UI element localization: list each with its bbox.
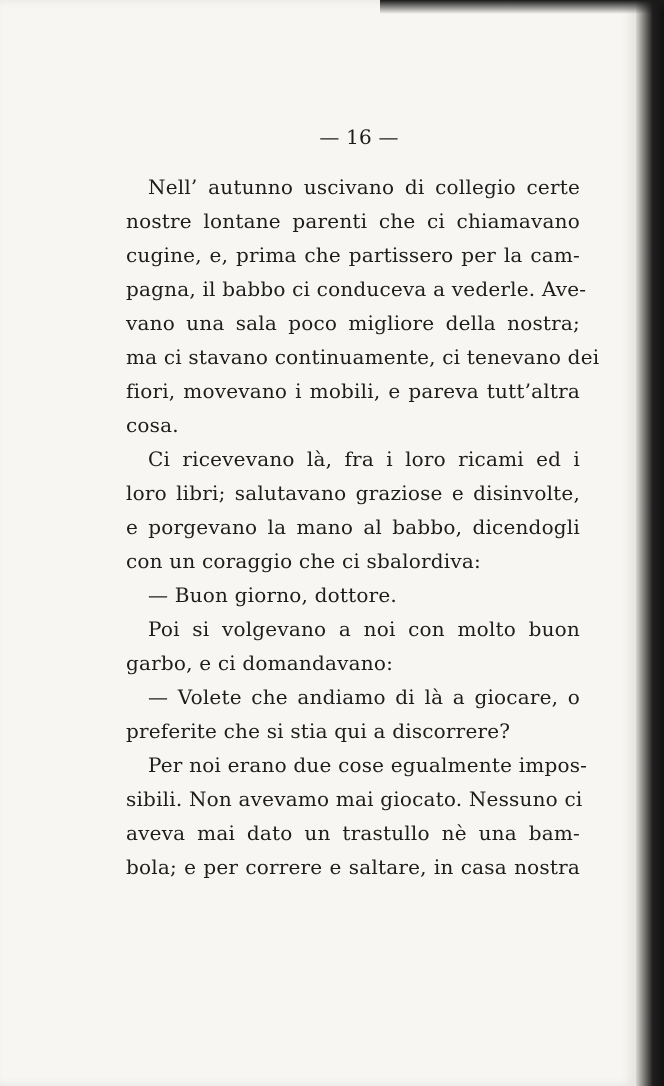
text-line: con un coraggio che ci sbalordiva:	[126, 549, 481, 573]
text-line: — Volete che andiamo di là a giocare, o	[148, 685, 580, 709]
text-line: Poi si volgevano a noi con molto buon	[148, 617, 580, 641]
scan-edge-shadow	[380, 0, 664, 14]
text-line: cosa.	[126, 413, 179, 437]
text-line: fiori, movevano i mobili, e pareva tutt’altra	[126, 379, 580, 403]
text-line: Ci ricevevano là, fra i loro ricami ed i	[148, 447, 580, 471]
text-line: — Buon giorno, dottore.	[148, 583, 397, 607]
body-text	[126, 170, 600, 884]
page-number: — 16 —	[319, 125, 399, 149]
text-line: pagna, il babbo ci conduceva a vederle. Ave-	[126, 277, 587, 301]
book-spine	[636, 0, 664, 1086]
text-line: cugine, e, prima che partissero per la cam-	[126, 243, 580, 267]
text-line: Per noi erano due cose egualmente impos-	[148, 753, 588, 777]
text-line: ma ci stavano continuamente, ci tenevano dei	[126, 345, 600, 369]
text-line: loro libri; salutavano graziose e disinvolte,	[126, 481, 580, 505]
text-line: vano una sala poco migliore della nostra;	[126, 311, 580, 335]
text-line: bola; e per correre e saltare, in casa nostra	[126, 855, 580, 879]
text-line: Nell’ autunno uscivano di collegio certe	[148, 175, 580, 199]
text-line: nostre lontane parenti che ci chiamavano	[126, 209, 580, 233]
text-block	[126, 118, 600, 884]
text-line: e porgevano la mano al babbo, dicendogli	[126, 515, 580, 539]
text-line: aveva mai dato un trastullo nè una bam-	[126, 821, 580, 845]
text-line: sibili. Non avevamo mai giocato. Nessuno ci	[126, 787, 583, 811]
text-line: preferite che si stia qui a discorrere?	[126, 719, 511, 743]
text-line: garbo, e ci domandavano:	[126, 651, 394, 675]
